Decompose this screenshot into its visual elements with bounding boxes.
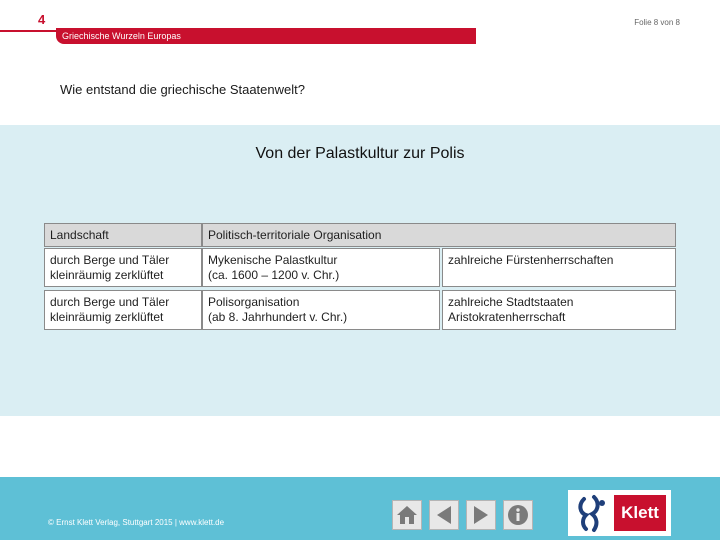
slide-number: 4 — [38, 12, 46, 27]
table-cell-landscape-2 — [44, 290, 202, 330]
table-cell-result-1 — [442, 248, 676, 287]
slide-question: Wie entstand die griechische Staatenwelt? — [60, 82, 305, 97]
klett-flower-icon — [570, 491, 614, 535]
cell-line: (ab 8. Jahrhundert v. Chr.) — [208, 310, 348, 324]
info-button[interactable] — [503, 500, 533, 530]
table-cell-result-2 — [442, 290, 676, 330]
forward-icon — [470, 504, 492, 526]
cell-line: Mykenische Palastkultur — [208, 253, 338, 267]
home-button[interactable] — [392, 500, 422, 530]
cell-line: kleinräumig zerklüftet — [50, 310, 164, 324]
table-cell-organisation-1 — [202, 248, 440, 287]
header-label: Landschaft — [50, 228, 109, 242]
section-banner: Griechische Wurzeln Europas — [56, 28, 476, 44]
page-indicator: Folie 8 von 8 — [634, 18, 680, 27]
cell-line: (ca. 1600 – 1200 v. Chr.) — [208, 268, 340, 282]
table-header-landscape — [44, 223, 202, 247]
home-icon — [396, 505, 418, 525]
info-icon — [507, 504, 529, 526]
cell-line: durch Berge und Täler — [50, 253, 170, 267]
header-divider — [0, 30, 60, 42]
cell-line: zahlreiche Stadtstaaten — [448, 295, 574, 309]
panel-title: Von der Palastkultur zur Polis — [255, 145, 465, 162]
copyright-text: © Ernst Klett Verlag, Stuttgart 2015 | www.klett.de — [48, 518, 225, 527]
cell-line: durch Berge und Täler — [50, 295, 170, 309]
table-cell-landscape-1 — [44, 248, 202, 287]
cell-line: Aristokratenherrschaft — [448, 310, 566, 324]
table-cell-organisation-2 — [202, 290, 440, 330]
back-icon — [433, 504, 455, 526]
forward-button[interactable] — [466, 500, 496, 530]
back-button[interactable] — [429, 500, 459, 530]
table-header-organisation — [202, 223, 676, 247]
cell-line: Polisorganisation — [208, 295, 300, 309]
header-label: Politisch-territoriale Organisation — [208, 228, 382, 242]
cell-line: zahlreiche Fürstenherrschaften — [448, 253, 614, 267]
klett-logo-text: Klett — [614, 495, 666, 531]
cell-line: kleinräumig zerklüftet — [50, 268, 164, 282]
